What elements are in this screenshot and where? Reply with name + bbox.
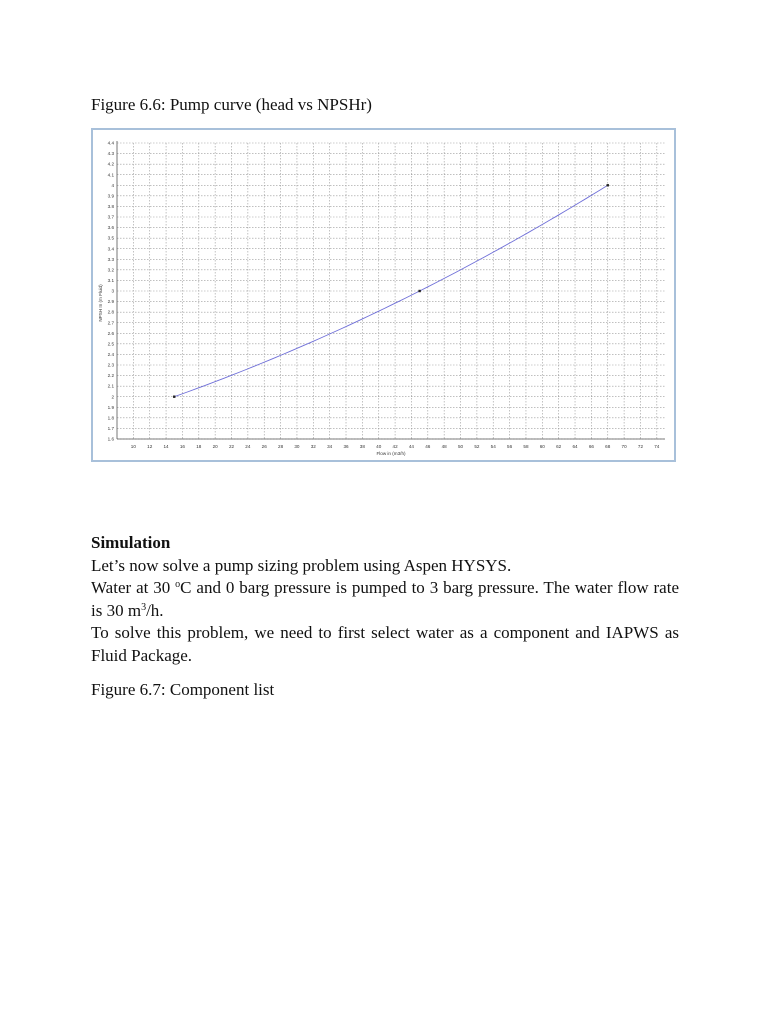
x-tick-label: 26 [261,444,267,449]
x-tick-label: 74 [654,444,660,449]
y-tick-label: 1.7 [107,426,114,432]
y-tick-label: 4 [111,182,114,188]
y-tick-label: 2.8 [107,309,114,315]
y-axis-label: NPSH In (m Fluid) [98,284,103,322]
y-tick-label: 3.5 [107,235,114,241]
y-tick-label: 3.3 [107,256,114,262]
x-tick-label: 56 [507,444,513,449]
problem-text-part-3: /h. [146,600,164,620]
y-tick-label: 4.3 [107,151,114,157]
y-tick-label: 3.6 [107,225,114,231]
x-tick-label: 40 [376,444,382,449]
x-tick-label: 34 [327,444,333,449]
simulation-problem-statement [91,577,679,622]
y-tick-label: 1.8 [107,415,114,421]
x-tick-label: 46 [425,444,431,449]
y-tick-label: 3.7 [107,214,114,220]
x-axis-label: Flow in (m3/h) [376,451,406,456]
x-tick-label: 62 [556,444,562,449]
y-tick-label: 3.8 [107,204,114,210]
x-tick-label: 64 [572,444,578,449]
x-tick-label: 16 [179,444,185,449]
simulation-intro: Let’s now solve a pump sizing problem using Aspen HYSYS. [91,555,512,575]
x-tick-label: 14 [163,444,169,449]
y-tick-label: 2.3 [107,362,114,368]
y-tick-label: 2.7 [107,320,114,326]
x-tick-label: 66 [588,444,594,449]
x-tick-label: 42 [392,444,398,449]
y-tick-label: 4.1 [107,172,114,178]
x-tick-label: 52 [474,444,480,449]
x-tick-label: 72 [637,444,644,449]
y-tick-label: 4.4 [107,140,114,146]
x-tick-label: 54 [490,444,496,449]
y-tick-label: 3.9 [107,193,114,199]
y-tick-label: 2.2 [107,373,114,379]
x-tick-label: 24 [245,444,251,449]
x-tick-label: 20 [212,444,218,449]
problem-text-part-2: C and 0 barg pressure is pumped to 3 barg pressure. The water flow rate is 30 m [91,578,679,620]
y-tick-label: 2.6 [107,330,114,336]
data-point-marker [418,290,420,292]
cubic-superscript: 3 [141,601,147,613]
figure-6-7-caption: Figure 6.7: Component list [91,680,275,699]
x-tick-label: 48 [441,444,447,449]
figure-6-6-caption: Figure 6.6: Pump curve (head vs NPSHr) [91,95,372,114]
y-tick-label: 2.5 [107,341,114,347]
x-tick-label: 60 [539,444,545,449]
y-tick-label: 3.1 [107,278,114,284]
x-tick-label: 10 [130,444,136,449]
x-tick-label: 30 [294,444,300,449]
x-tick-label: 12 [147,444,153,449]
y-tick-label: 1.9 [107,404,114,410]
x-tick-label: 70 [621,444,627,449]
y-tick-label: 3.4 [107,246,114,252]
x-tick-label: 68 [605,444,611,449]
y-tick-label: 2 [111,394,114,400]
problem-text-part-1: Water at 30 [91,578,176,597]
x-tick-label: 22 [228,444,235,449]
pump-curve-chart [91,128,676,462]
simulation-approach: To solve this problem, we need to first select water as a component and IAPWS as Fluid Package. [91,623,679,665]
x-tick-label: 44 [408,444,415,449]
x-tick-label: 36 [343,444,349,449]
simulation-section [91,532,679,667]
y-tick-label: 4.2 [107,161,114,167]
x-tick-label: 58 [523,444,529,449]
data-point-marker [173,396,175,398]
x-tick-label: 32 [310,444,316,449]
y-tick-label: 2.1 [107,383,114,389]
data-point-marker [607,184,609,186]
y-tick-label: 2.4 [107,352,114,358]
degree-superscript: o [175,579,181,590]
pump-curve-plot [93,130,674,460]
y-tick-label: 1.6 [107,436,114,442]
y-tick-label: 2.9 [107,299,114,305]
y-tick-label: 3.2 [107,267,114,273]
x-tick-label: 18 [196,444,202,449]
simulation-heading: Simulation [91,533,171,552]
y-tick-label: 3 [111,288,114,294]
x-tick-label: 38 [359,444,365,449]
x-tick-label: 28 [278,444,284,449]
x-tick-label: 50 [457,444,464,449]
